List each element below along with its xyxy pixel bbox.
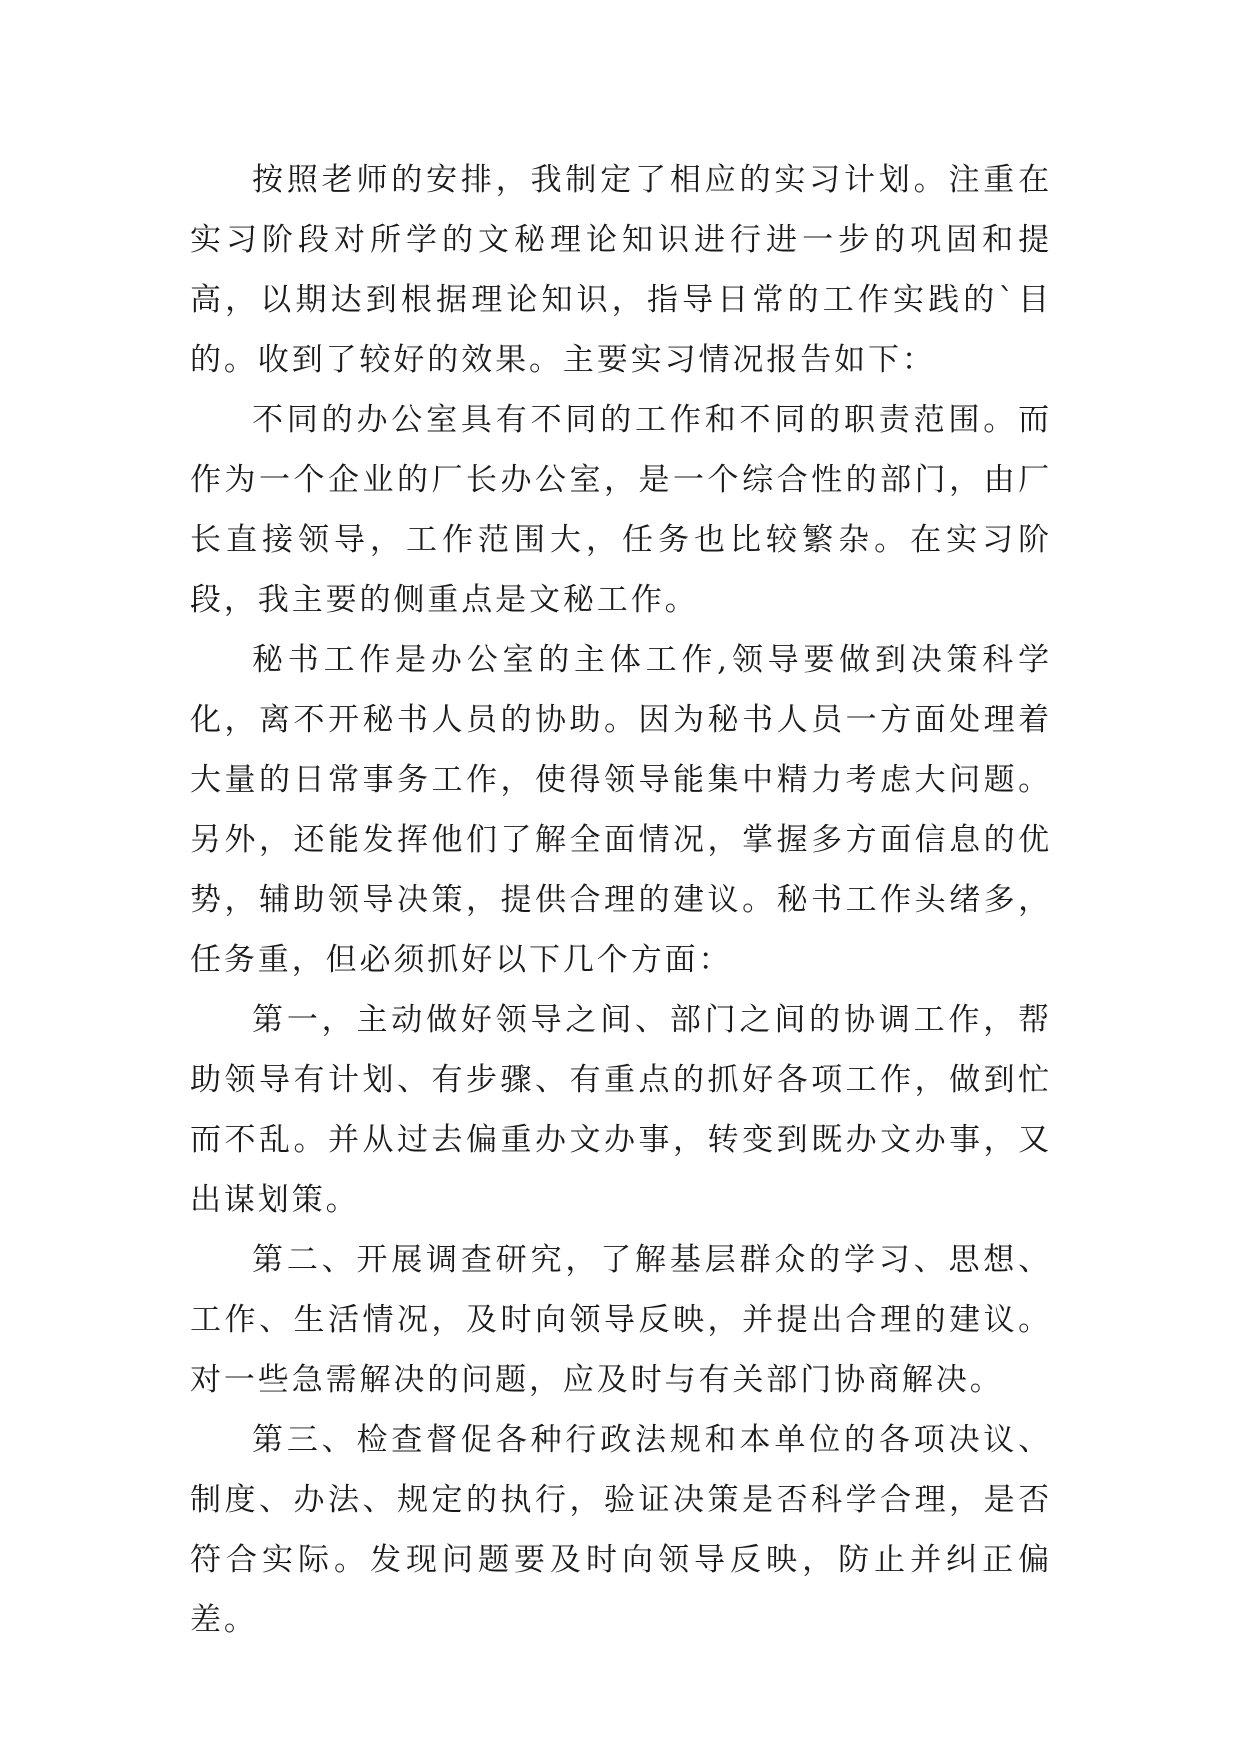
- paragraph-3: 秘书工作是办公室的主体工作,领导要做到决策科学化，离不开秘书人员的协助。因为秘书人员一方面处理着大量的日常事务工作，使得领导能集中精力考虑大问题。另外，还能发挥他们了解全面情况，掌握多方面信息的优势，辅助领导决策，提供合理的建议。秘书工作头绪多，任务重，但必须抓好以下几个方面：: [190, 642, 1052, 978]
- paragraph-5: 第二、开展调查研究，了解基层群众的学习、思想、工作、生活情况，及时向领导反映，并提出合理的建议。对一些急需解决的问题，应及时与有关部门协商解决。: [190, 1242, 1052, 1398]
- paragraph-6: 第三、检查督促各种行政法规和本单位的各项决议、制度、办法、规定的执行，验证决策是否科学合理，是否符合实际。发现问题要及时向领导反映，防止并纠正偏差。: [190, 1422, 1052, 1638]
- paragraph-4: 第一，主动做好领导之间、部门之间的协调工作，帮助领导有计划、有步骤、有重点的抓好各项工作，做到忙而不乱。并从过去偏重办文办事，转变到既办文办事，又出谋划策。: [190, 1002, 1052, 1218]
- paragraph-2: 不同的办公室具有不同的工作和不同的职责范围。而作为一个企业的厂长办公室，是一个综合性的部门，由厂长直接领导，工作范围大，任务也比较繁杂。在实习阶段，我主要的侧重点是文秘工作。: [190, 402, 1052, 618]
- paragraph-1: 按照老师的安排，我制定了相应的实习计划。注重在实习阶段对所学的文秘理论知识进行进一步的巩固和提高，以期达到根据理论知识，指导日常的工作实践的`目的。收到了较好的效果。主要实习情况报告如下：: [190, 162, 1052, 378]
- document-body: [190, 150, 1052, 1650]
